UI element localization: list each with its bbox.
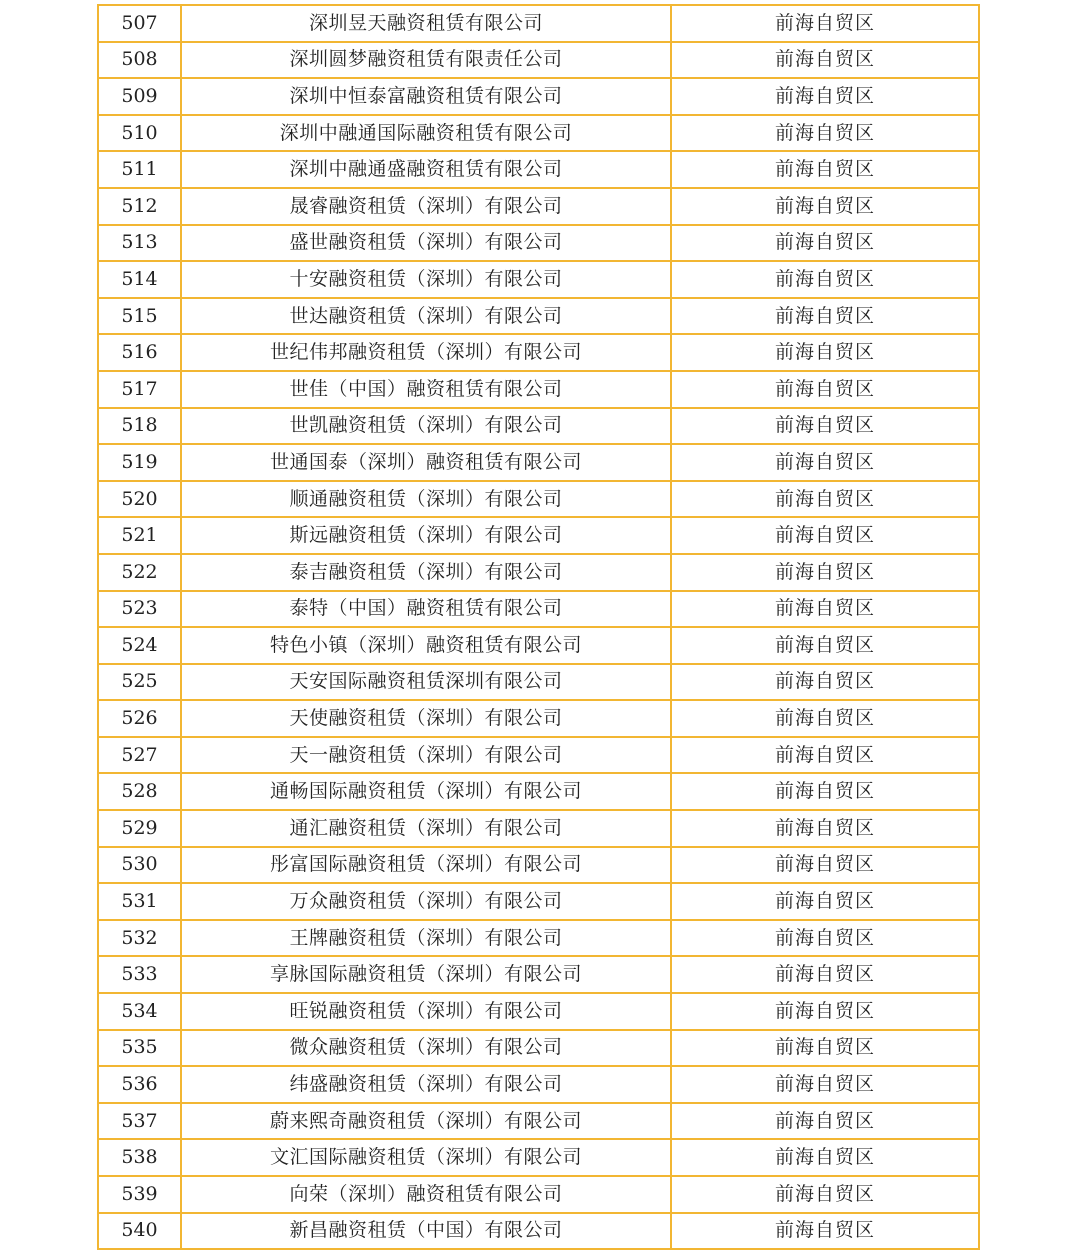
trade-zone: 前海自贸区 bbox=[671, 371, 979, 408]
row-number: 534 bbox=[98, 993, 181, 1030]
row-number: 525 bbox=[98, 664, 181, 701]
company-name: 泰吉融资租赁（深圳）有限公司 bbox=[181, 554, 671, 591]
trade-zone: 前海自贸区 bbox=[671, 627, 979, 664]
table-row bbox=[98, 1176, 979, 1213]
trade-zone: 前海自贸区 bbox=[671, 1030, 979, 1067]
trade-zone: 前海自贸区 bbox=[671, 188, 979, 225]
row-number: 509 bbox=[98, 78, 181, 115]
company-name: 万众融资租赁（深圳）有限公司 bbox=[181, 883, 671, 920]
trade-zone: 前海自贸区 bbox=[671, 664, 979, 701]
trade-zone: 前海自贸区 bbox=[671, 993, 979, 1030]
table-row bbox=[98, 115, 979, 152]
row-number: 535 bbox=[98, 1030, 181, 1067]
company-name: 晟睿融资租赁（深圳）有限公司 bbox=[181, 188, 671, 225]
trade-zone: 前海自贸区 bbox=[671, 1066, 979, 1103]
company-registry-table bbox=[97, 4, 980, 1250]
table-row bbox=[98, 371, 979, 408]
table-row bbox=[98, 1139, 979, 1176]
row-number: 523 bbox=[98, 591, 181, 628]
row-number: 508 bbox=[98, 42, 181, 79]
trade-zone: 前海自贸区 bbox=[671, 591, 979, 628]
row-number: 522 bbox=[98, 554, 181, 591]
company-name: 泰特（中国）融资租赁有限公司 bbox=[181, 591, 671, 628]
row-number: 532 bbox=[98, 920, 181, 957]
trade-zone: 前海自贸区 bbox=[671, 42, 979, 79]
row-number: 518 bbox=[98, 408, 181, 445]
trade-zone: 前海自贸区 bbox=[671, 1103, 979, 1140]
row-number: 527 bbox=[98, 737, 181, 774]
company-name: 天使融资租赁（深圳）有限公司 bbox=[181, 700, 671, 737]
table-row bbox=[98, 627, 979, 664]
table-row bbox=[98, 481, 979, 518]
trade-zone: 前海自贸区 bbox=[671, 78, 979, 115]
company-name: 蔚来熙奇融资租赁（深圳）有限公司 bbox=[181, 1103, 671, 1140]
trade-zone: 前海自贸区 bbox=[671, 554, 979, 591]
table-row bbox=[98, 298, 979, 335]
row-number: 533 bbox=[98, 956, 181, 993]
company-name: 新昌融资租赁（中国）有限公司 bbox=[181, 1213, 671, 1250]
row-number: 531 bbox=[98, 883, 181, 920]
trade-zone: 前海自贸区 bbox=[671, 444, 979, 481]
row-number: 511 bbox=[98, 151, 181, 188]
company-name: 享脉国际融资租赁（深圳）有限公司 bbox=[181, 956, 671, 993]
trade-zone: 前海自贸区 bbox=[671, 334, 979, 371]
company-name: 深圳中融通国际融资租赁有限公司 bbox=[181, 115, 671, 152]
row-number: 526 bbox=[98, 700, 181, 737]
table-row bbox=[98, 1030, 979, 1067]
table-row bbox=[98, 408, 979, 445]
company-name: 通汇融资租赁（深圳）有限公司 bbox=[181, 810, 671, 847]
table-row bbox=[98, 444, 979, 481]
table-row bbox=[98, 517, 979, 554]
table-row bbox=[98, 700, 979, 737]
table-row bbox=[98, 883, 979, 920]
trade-zone: 前海自贸区 bbox=[671, 920, 979, 957]
company-name: 世达融资租赁（深圳）有限公司 bbox=[181, 298, 671, 335]
row-number: 514 bbox=[98, 261, 181, 298]
row-number: 538 bbox=[98, 1139, 181, 1176]
table-row bbox=[98, 1066, 979, 1103]
row-number: 529 bbox=[98, 810, 181, 847]
company-name: 文汇国际融资租赁（深圳）有限公司 bbox=[181, 1139, 671, 1176]
company-name: 通畅国际融资租赁（深圳）有限公司 bbox=[181, 773, 671, 810]
company-name: 特色小镇（深圳）融资租赁有限公司 bbox=[181, 627, 671, 664]
company-name: 彤富国际融资租赁（深圳）有限公司 bbox=[181, 847, 671, 884]
table-row bbox=[98, 956, 979, 993]
table-row bbox=[98, 261, 979, 298]
table-row bbox=[98, 5, 979, 42]
company-name: 世通国泰（深圳）融资租赁有限公司 bbox=[181, 444, 671, 481]
trade-zone: 前海自贸区 bbox=[671, 298, 979, 335]
trade-zone: 前海自贸区 bbox=[671, 115, 979, 152]
row-number: 524 bbox=[98, 627, 181, 664]
table-row bbox=[98, 847, 979, 884]
company-name: 深圳圆梦融资租赁有限责任公司 bbox=[181, 42, 671, 79]
table-row bbox=[98, 773, 979, 810]
row-number: 540 bbox=[98, 1213, 181, 1250]
company-name: 深圳中融通盛融资租赁有限公司 bbox=[181, 151, 671, 188]
row-number: 536 bbox=[98, 1066, 181, 1103]
company-name: 王牌融资租赁（深圳）有限公司 bbox=[181, 920, 671, 957]
company-name: 纬盛融资租赁（深圳）有限公司 bbox=[181, 1066, 671, 1103]
trade-zone: 前海自贸区 bbox=[671, 700, 979, 737]
trade-zone: 前海自贸区 bbox=[671, 225, 979, 262]
row-number: 512 bbox=[98, 188, 181, 225]
trade-zone: 前海自贸区 bbox=[671, 883, 979, 920]
company-name: 顺通融资租赁（深圳）有限公司 bbox=[181, 481, 671, 518]
trade-zone: 前海自贸区 bbox=[671, 1176, 979, 1213]
row-number: 519 bbox=[98, 444, 181, 481]
company-name: 天安国际融资租赁深圳有限公司 bbox=[181, 664, 671, 701]
row-number: 539 bbox=[98, 1176, 181, 1213]
table-row bbox=[98, 1213, 979, 1250]
table-row bbox=[98, 225, 979, 262]
trade-zone: 前海自贸区 bbox=[671, 481, 979, 518]
row-number: 515 bbox=[98, 298, 181, 335]
table-row bbox=[98, 664, 979, 701]
trade-zone: 前海自贸区 bbox=[671, 956, 979, 993]
table-row bbox=[98, 334, 979, 371]
row-number: 507 bbox=[98, 5, 181, 42]
trade-zone: 前海自贸区 bbox=[671, 847, 979, 884]
row-number: 520 bbox=[98, 481, 181, 518]
trade-zone: 前海自贸区 bbox=[671, 1139, 979, 1176]
company-name: 世佳（中国）融资租赁有限公司 bbox=[181, 371, 671, 408]
row-number: 528 bbox=[98, 773, 181, 810]
row-number: 517 bbox=[98, 371, 181, 408]
company-name: 盛世融资租赁（深圳）有限公司 bbox=[181, 225, 671, 262]
company-name: 向荣（深圳）融资租赁有限公司 bbox=[181, 1176, 671, 1213]
row-number: 521 bbox=[98, 517, 181, 554]
company-name: 深圳昱天融资租赁有限公司 bbox=[181, 5, 671, 42]
row-number: 530 bbox=[98, 847, 181, 884]
trade-zone: 前海自贸区 bbox=[671, 737, 979, 774]
trade-zone: 前海自贸区 bbox=[671, 261, 979, 298]
company-name: 微众融资租赁（深圳）有限公司 bbox=[181, 1030, 671, 1067]
table-row bbox=[98, 737, 979, 774]
row-number: 510 bbox=[98, 115, 181, 152]
trade-zone: 前海自贸区 bbox=[671, 517, 979, 554]
table-row bbox=[98, 554, 979, 591]
company-name: 斯远融资租赁（深圳）有限公司 bbox=[181, 517, 671, 554]
company-name: 旺锐融资租赁（深圳）有限公司 bbox=[181, 993, 671, 1030]
trade-zone: 前海自贸区 bbox=[671, 151, 979, 188]
table-row bbox=[98, 188, 979, 225]
trade-zone: 前海自贸区 bbox=[671, 408, 979, 445]
table-row bbox=[98, 993, 979, 1030]
table-row bbox=[98, 42, 979, 79]
trade-zone: 前海自贸区 bbox=[671, 5, 979, 42]
row-number: 537 bbox=[98, 1103, 181, 1140]
company-name: 世凯融资租赁（深圳）有限公司 bbox=[181, 408, 671, 445]
registry-table-body bbox=[98, 5, 979, 1249]
trade-zone: 前海自贸区 bbox=[671, 1213, 979, 1250]
table-row bbox=[98, 591, 979, 628]
table-row bbox=[98, 920, 979, 957]
row-number: 516 bbox=[98, 334, 181, 371]
company-name: 深圳中恒泰富融资租赁有限公司 bbox=[181, 78, 671, 115]
company-name: 天一融资租赁（深圳）有限公司 bbox=[181, 737, 671, 774]
row-number: 513 bbox=[98, 225, 181, 262]
company-name: 十安融资租赁（深圳）有限公司 bbox=[181, 261, 671, 298]
table-row bbox=[98, 1103, 979, 1140]
company-name: 世纪伟邦融资租赁（深圳）有限公司 bbox=[181, 334, 671, 371]
table-row bbox=[98, 78, 979, 115]
trade-zone: 前海自贸区 bbox=[671, 810, 979, 847]
table-row bbox=[98, 810, 979, 847]
table-row bbox=[98, 151, 979, 188]
trade-zone: 前海自贸区 bbox=[671, 773, 979, 810]
